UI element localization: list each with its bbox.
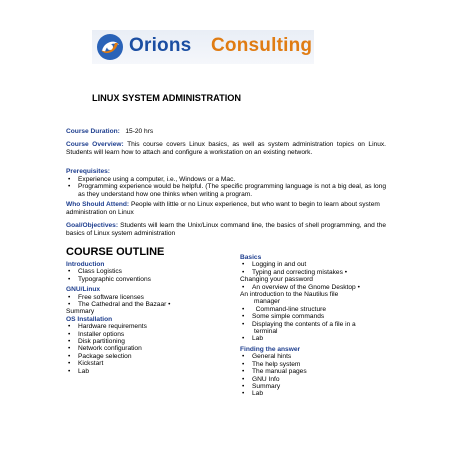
list-item: • An overview of the Gnome Desktop • bbox=[240, 284, 390, 291]
list-line: An introduction to the Nautilus file bbox=[240, 291, 339, 299]
basics-list-more bbox=[240, 306, 390, 328]
list-item-text: Typing and correcting mistakes bbox=[252, 268, 343, 276]
section-heading-finding-the-answer: Finding the answer bbox=[240, 345, 301, 353]
basics-list-end bbox=[240, 335, 390, 342]
company-logo bbox=[92, 30, 314, 64]
list-item: • Installer options bbox=[66, 331, 236, 338]
list-item-text: Command-line structure bbox=[255, 305, 327, 313]
page-title: LINUX SYSTEM ADMINISTRATION bbox=[92, 93, 242, 103]
section-heading-basics: Basics bbox=[240, 254, 262, 261]
list-item-continuation: Summary bbox=[66, 308, 95, 316]
goal-objectives bbox=[66, 222, 386, 237]
outline-right-column bbox=[240, 254, 390, 398]
course-duration-label: Course Duration: bbox=[66, 128, 120, 135]
list-item: • General hints bbox=[240, 353, 390, 360]
list-item: • Lab bbox=[66, 368, 236, 375]
basics-list-cont bbox=[240, 284, 390, 291]
course-duration bbox=[66, 128, 386, 136]
list-item: • Class Logistics bbox=[66, 268, 236, 275]
course-outline-heading: COURSE OUTLINE bbox=[66, 246, 165, 258]
list-item: • The Cathedral and the Bazaar • bbox=[66, 301, 236, 308]
section-heading-introduction: Introduction bbox=[66, 261, 105, 268]
list-item: • Programming experience would be helpful. (The specific programming language is not a big deal, as long as they understand how one thinks when writing a program. bbox=[66, 183, 386, 198]
list-item-text: An overview of the Gnome Desktop bbox=[252, 283, 356, 291]
list-item: • Free software licenses bbox=[66, 294, 236, 301]
list-item-text: The Cathedral and the Bazaar bbox=[78, 301, 167, 309]
list-item: • Network configuration bbox=[66, 345, 236, 352]
course-overview-text: This course covers Linux basics, as well as system administration topics on Linux. Students will learn how to attach and configure a workstation on an existing network. bbox=[66, 141, 387, 156]
prerequisites-list bbox=[66, 176, 386, 199]
basics-list bbox=[240, 261, 390, 276]
list-line: Changing your password bbox=[240, 276, 313, 284]
prerequisites bbox=[66, 168, 386, 198]
list-item bbox=[240, 306, 390, 313]
course-overview-label: Course Overview: bbox=[66, 141, 124, 148]
list-item: • Some simple commands bbox=[240, 313, 390, 320]
list-item: • Lab bbox=[240, 390, 390, 397]
list-item: • Lab bbox=[240, 335, 390, 342]
list-line: terminal bbox=[254, 328, 278, 336]
goal-objectives-text: Students will learn the Unix/Linux command line, the basics of shell programming, and the basics of Linux system administration bbox=[66, 222, 387, 237]
list-item: • Typographic conventions bbox=[66, 276, 236, 283]
list-item: • Package selection bbox=[66, 353, 236, 360]
finding-the-answer-list bbox=[240, 353, 390, 397]
who-should-attend-text: People with little or no Linux experience, but who want to begin to learn about system administration on Linux bbox=[66, 201, 380, 216]
section-heading-gnu-linux: GNU/Linux bbox=[66, 286, 101, 294]
logo-word-orions: Orions bbox=[129, 35, 192, 56]
list-item: • Kickstart bbox=[66, 360, 236, 367]
gnu-linux-list bbox=[66, 294, 236, 309]
list-item: • Experience using a computer, i.e., Windows or a Mac. bbox=[66, 176, 386, 184]
list-item: • Disk partitioning bbox=[66, 338, 236, 345]
list-item: • Logging in and out bbox=[240, 261, 390, 268]
list-item: • Summary bbox=[240, 383, 390, 390]
list-item: • Typing and correcting mistakes • bbox=[240, 269, 390, 276]
os-installation-list bbox=[66, 323, 236, 375]
list-line: manager bbox=[254, 298, 281, 306]
who-should-attend-label: Who Should Attend: bbox=[66, 201, 130, 208]
list-item: • GNU Info bbox=[240, 376, 390, 383]
list-item: • Displaying the contents of a file in a bbox=[240, 321, 390, 328]
logo-word-consulting: Consulting bbox=[211, 35, 313, 56]
who-should-attend bbox=[66, 201, 386, 216]
prerequisites-label: Prerequisites: bbox=[66, 168, 110, 175]
outline-left-column bbox=[66, 261, 236, 375]
introduction-list bbox=[66, 268, 236, 283]
list-item: • The help system bbox=[240, 361, 390, 368]
goal-objectives-label: Goal/Objectives: bbox=[66, 222, 119, 229]
list-item: • Hardware requirements bbox=[66, 323, 236, 330]
list-item: • The manual pages bbox=[240, 368, 390, 375]
course-overview bbox=[66, 141, 386, 156]
section-heading-os-installation: OS Installation bbox=[66, 315, 113, 323]
course-duration-value: 15-20 hrs bbox=[125, 128, 154, 135]
orion-swirl-icon bbox=[96, 33, 124, 61]
